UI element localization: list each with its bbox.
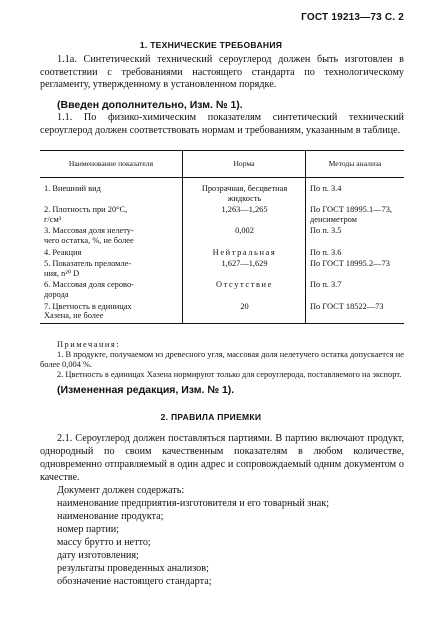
row-method: По п. 3.6 (306, 248, 405, 260)
row-name: 2. Плотность при 20°С, г/см³ (44, 205, 128, 224)
row-name: 4. Реакция (44, 247, 82, 257)
row-name: 3. Массовая доля нелету- чего остатка, %, не более (44, 226, 134, 245)
table-row (40, 178, 404, 206)
row-name: 5. Показатель преломле- ния, n²⁰ D (44, 259, 132, 278)
row-name: 7. Цветность в единицах Хазена, не более (40, 302, 183, 324)
row-norm: 1,263—1,265 (183, 205, 306, 226)
row-norm: 0,002 (183, 226, 306, 247)
paragraph-1-1: 1.1. По физико-химическим показателям синтетический технический сероуглерод должен соответствовать нормам и требованиям, указанным в таблице. (40, 112, 404, 136)
table-row (40, 280, 404, 301)
table-header-norm: Норма (183, 151, 306, 178)
amendment-note-2: (Измененная редакция, Изм. № 1). (57, 384, 235, 396)
list-item: дату изготовления; (57, 550, 139, 561)
row-norm: Нейтральная (183, 248, 306, 260)
row-norm: Прозрачная, бесцветная жидкость (183, 178, 306, 206)
row-name: 1. Внешний вид (44, 184, 101, 193)
amendment-note-1: (Введен дополнительно, Изм. № 1). (57, 99, 243, 111)
note-2: 2. Цветность в единицах Хазена нормируют только для сероуглерода, поставляемого на экспорт. (57, 370, 402, 379)
row-norm: 1,627—1,629 (183, 259, 306, 280)
row-method: По ГОСТ 18522—73 (306, 302, 405, 324)
row-method: По ГОСТ 18995.1—73, денсиметром (306, 205, 405, 226)
table-row (40, 259, 404, 280)
requirements-table (40, 150, 404, 324)
paragraph-2-1: 2.1. Сероуглерод должен поставляться партиями. В партию включают продукт, однородный по своим качественным показателям в любом количестве, одновременно отправляемый в один адрес и сопровождаемый одним документом о качестве. (40, 433, 404, 483)
table-row (40, 226, 404, 247)
table-notes (40, 340, 404, 380)
table-header-method: Методы анализа (306, 151, 405, 178)
section-2-title: 2. ПРАВИЛА ПРИЕМКИ (160, 412, 262, 422)
table-row (40, 248, 404, 260)
list-item: наименование продукта; (57, 511, 164, 522)
page-header-ref: ГОСТ 19213—73 С. 2 (301, 12, 404, 23)
notes-title: Примечания: (57, 340, 121, 349)
row-name: 6. Массовая доля серово- дорода (44, 280, 134, 299)
table-row (40, 302, 404, 324)
row-method: По п. 3.5 (306, 226, 405, 247)
list-item: массу брутто и нетто; (57, 537, 151, 548)
document-intro: Документ должен содержать: (57, 485, 185, 496)
list-item: обозначение настоящего стандарта; (57, 576, 212, 587)
note-1: 1. В продукте, получаемом из древесного угля, массовая доля нелетучего остатка допускается не более 0,004 %. (40, 350, 404, 369)
document-contents-list (57, 497, 329, 588)
row-method: По ГОСТ 18995.2—73 (306, 259, 405, 280)
list-item: наименование предприятия-изготовителя и его товарный знак; (57, 498, 330, 509)
table-row (40, 205, 404, 226)
list-item: результаты проведенных анализов; (57, 563, 209, 574)
row-norm: 20 (183, 302, 306, 324)
list-item: номер партии; (57, 524, 120, 535)
row-method: По п. 3.4 (306, 178, 405, 206)
row-norm: Отсутствие (183, 280, 306, 301)
table-header-name: Наименование показателя (40, 151, 183, 178)
section-1-title: 1. ТЕХНИЧЕСКИЕ ТРЕБОВАНИЯ (139, 40, 283, 50)
paragraph-1-1a: 1.1а. Синтетический технический сероуглерод должен быть изготовлен в соответствии с требованиями настоящего стандарта по технологическому регламенту, утвержденному в установленном порядке. (40, 54, 404, 90)
row-method: По п. 3.7 (306, 280, 405, 301)
